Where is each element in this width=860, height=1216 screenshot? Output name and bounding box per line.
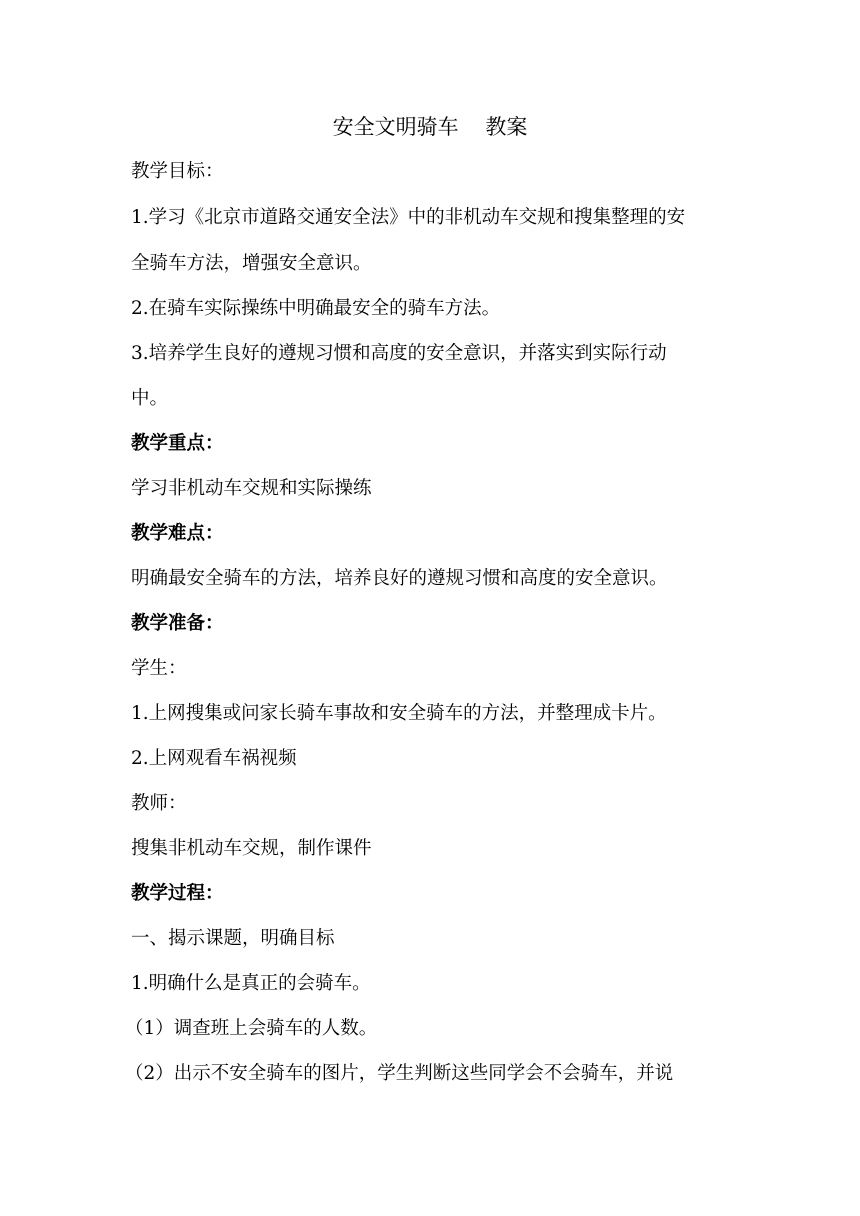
process-heading: 教学过程： — [131, 883, 224, 904]
step-1-1-a: （1）调查班上会骑车的人数。 — [125, 1018, 378, 1039]
teacher-label: 教师： — [131, 793, 187, 814]
key-points-heading: 教学重点： — [131, 433, 224, 454]
objective-1-line-2: 全骑车方法，增强安全意识。 — [131, 253, 372, 274]
students-label: 学生： — [131, 658, 187, 679]
step-1-1-b: （2）出示不安全骑车的图片，学生判断这些同学会不会骑车，并说 — [125, 1063, 674, 1084]
student-prep-1: 1.上网搜集或问家长骑车事故和安全骑车的方法，并整理成卡片。 — [131, 703, 667, 724]
objectives-heading: 教学目标： — [131, 161, 224, 182]
difficulties-text: 明确最安全骑车的方法，培养良好的遵规习惯和高度的安全意识。 — [131, 568, 668, 589]
document-title: 安全文明骑车 教案 — [332, 115, 528, 139]
step-1: 一、揭示课题，明确目标 — [131, 928, 335, 949]
objective-2: 2.在骑车实际操练中明确最安全的骑车方法。 — [131, 298, 501, 319]
teacher-prep: 搜集非机动车交规，制作课件 — [131, 838, 372, 859]
key-points-text: 学习非机动车交规和实际操练 — [131, 478, 372, 499]
student-prep-2: 2.上网观看车祸视频 — [131, 748, 297, 769]
step-1-1: 1.明确什么是真正的会骑车。 — [131, 973, 371, 994]
objective-3-line-2: 中。 — [131, 388, 169, 409]
objective-1-line-1: 1.学习《北京市道路交通安全法》中的非机动车交规和搜集整理的安 — [131, 207, 686, 228]
preparation-heading: 教学准备： — [131, 613, 224, 634]
difficulties-heading: 教学难点： — [131, 523, 224, 544]
objective-3-line-1: 3.培养学生良好的遵规习惯和高度的安全意识，并落实到实际行动 — [131, 343, 667, 364]
